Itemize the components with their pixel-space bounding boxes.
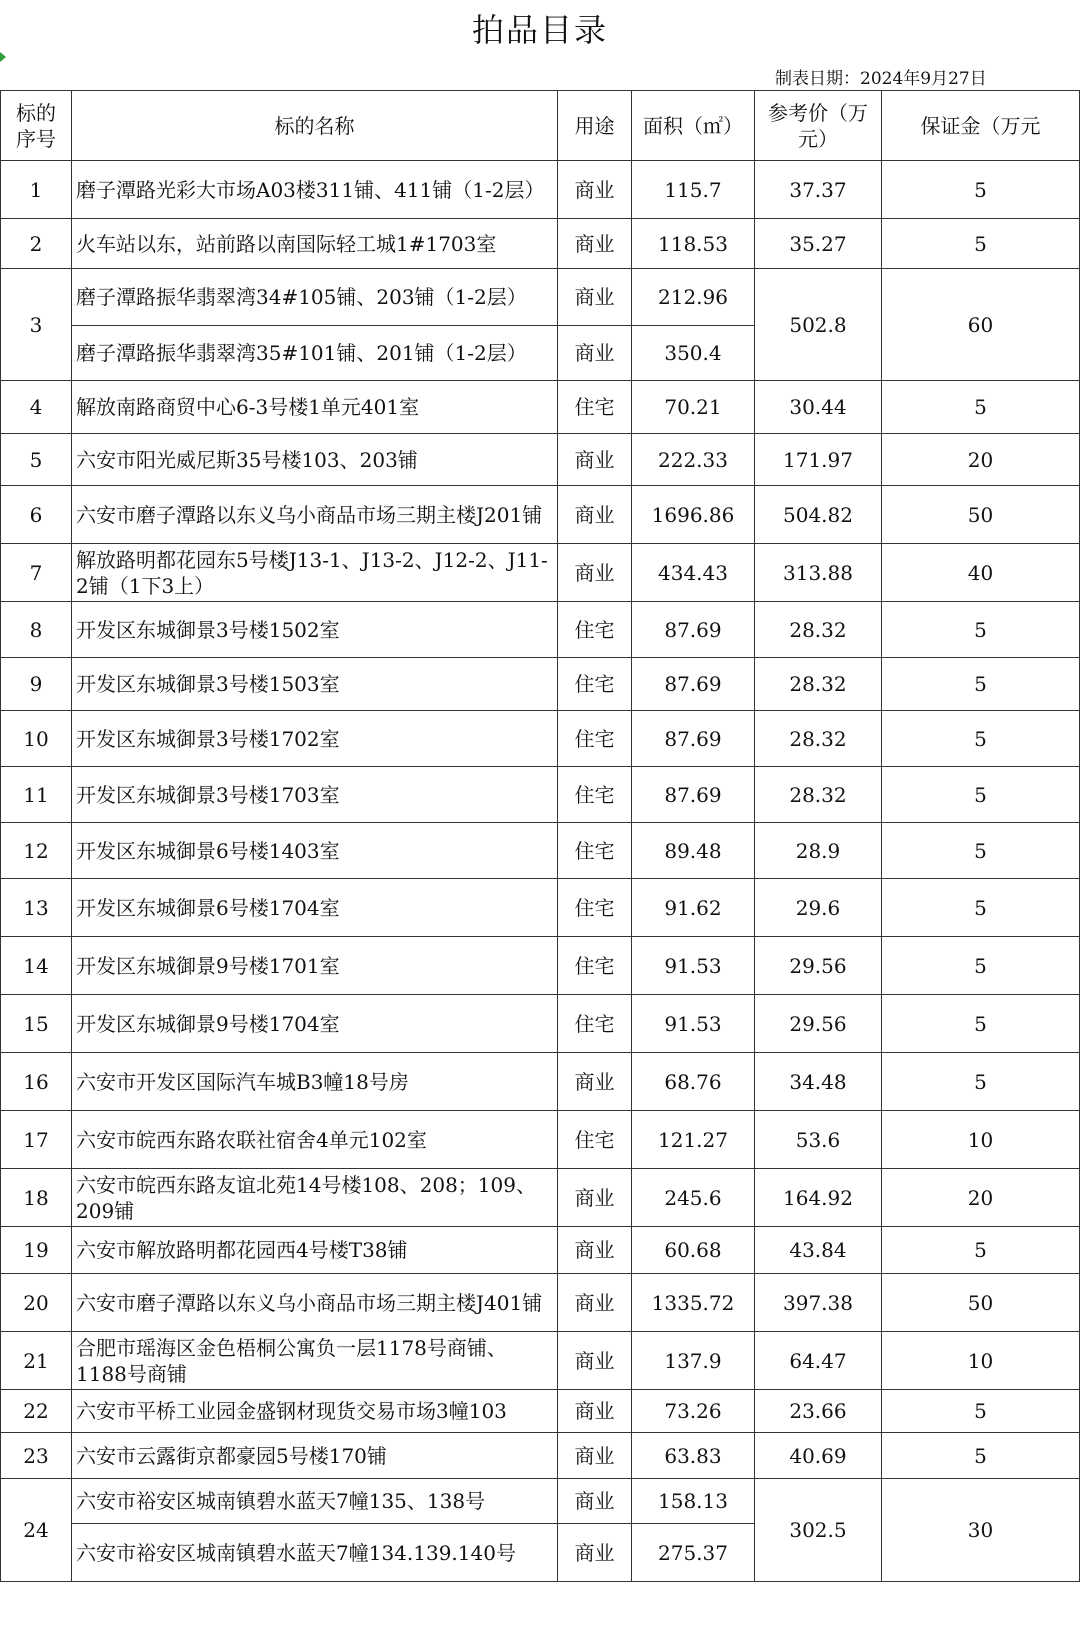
lot-name: 磨子潭路振华翡翠湾35#101铺、201铺（1-2层）	[72, 326, 558, 381]
lot-number: 11	[1, 767, 72, 823]
lot-use: 住宅	[558, 381, 632, 434]
lot-number: 19	[1, 1227, 72, 1274]
lot-area: 91.62	[632, 879, 755, 937]
lot-name: 六安市开发区国际汽车城B3幢18号房	[72, 1053, 558, 1111]
table-row	[1, 879, 1080, 937]
lot-price: 502.8	[755, 269, 882, 381]
lot-area: 87.69	[632, 658, 755, 711]
header-seq-line: 序号	[16, 126, 56, 151]
lot-number: 18	[1, 1169, 72, 1227]
lot-deposit: 5	[882, 1053, 1080, 1111]
lot-name: 开发区东城御景9号楼1701室	[72, 937, 558, 995]
lot-number: 23	[1, 1433, 72, 1479]
header-price-line: 元）	[798, 126, 838, 151]
lot-number: 20	[1, 1274, 72, 1332]
lot-area: 73.26	[632, 1390, 755, 1433]
lot-number: 13	[1, 879, 72, 937]
lot-name: 六安市皖西东路农联社宿舍4单元102室	[72, 1111, 558, 1169]
lot-area: 137.9	[632, 1332, 755, 1390]
table-row	[1, 711, 1080, 767]
lot-price: 35.27	[755, 219, 882, 269]
lot-area: 87.69	[632, 767, 755, 823]
lot-price: 28.32	[755, 767, 882, 823]
lot-number: 14	[1, 937, 72, 995]
lot-deposit: 5	[882, 1390, 1080, 1433]
lot-area: 87.69	[632, 602, 755, 658]
lot-price: 37.37	[755, 161, 882, 219]
lot-deposit: 5	[882, 1227, 1080, 1274]
table-row	[1, 937, 1080, 995]
lot-name: 六安市解放路明都花园西4号楼T38铺	[72, 1227, 558, 1274]
lot-deposit: 5	[882, 381, 1080, 434]
lot-price: 504.82	[755, 486, 882, 544]
header-name: 标的名称	[72, 91, 558, 161]
lot-name: 六安市磨子潭路以东义乌小商品市场三期主楼J401铺	[72, 1274, 558, 1332]
table-row	[1, 269, 1080, 326]
header-seq-line: 标的	[16, 100, 56, 125]
lot-name: 开发区东城御景6号楼1704室	[72, 879, 558, 937]
lot-deposit: 5	[882, 937, 1080, 995]
lot-name: 磨子潭路振华翡翠湾34#105铺、203铺（1-2层）	[72, 269, 558, 326]
lot-area: 89.48	[632, 823, 755, 879]
lot-deposit: 10	[882, 1332, 1080, 1390]
lot-price: 302.5	[755, 1479, 882, 1582]
lot-price: 28.32	[755, 711, 882, 767]
lot-number: 6	[1, 486, 72, 544]
lot-price: 28.9	[755, 823, 882, 879]
lot-deposit: 10	[882, 1111, 1080, 1169]
lot-use: 商业	[558, 1479, 632, 1524]
lot-name: 六安市阳光威尼斯35号楼103、203铺	[72, 434, 558, 486]
lot-number: 21	[1, 1332, 72, 1390]
lot-number: 4	[1, 381, 72, 434]
lot-deposit: 5	[882, 767, 1080, 823]
lot-number: 24	[1, 1479, 72, 1582]
lot-price: 28.32	[755, 658, 882, 711]
lot-name: 六安市裕安区城南镇碧水蓝天7幢135、138号	[72, 1479, 558, 1524]
header-price	[755, 91, 882, 161]
lot-deposit: 40	[882, 544, 1080, 602]
table-row	[1, 658, 1080, 711]
table-row	[1, 767, 1080, 823]
lot-deposit: 5	[882, 658, 1080, 711]
lot-name: 六安市云露街京都豪园5号楼170铺	[72, 1433, 558, 1479]
lot-deposit: 20	[882, 434, 1080, 486]
table-row	[1, 161, 1080, 219]
lot-deposit: 5	[882, 879, 1080, 937]
lot-name: 六安市皖西东路友谊北苑14号楼108、208；109、209铺	[72, 1169, 558, 1227]
lot-use: 商业	[558, 161, 632, 219]
lot-use: 住宅	[558, 937, 632, 995]
lot-price: 313.88	[755, 544, 882, 602]
lot-use: 商业	[558, 1433, 632, 1479]
lot-area: 70.21	[632, 381, 755, 434]
lot-number: 9	[1, 658, 72, 711]
lot-deposit: 20	[882, 1169, 1080, 1227]
lot-name: 火车站以东，站前路以南国际轻工城1#1703室	[72, 219, 558, 269]
lot-number: 5	[1, 434, 72, 486]
table-row	[1, 381, 1080, 434]
lot-price: 34.48	[755, 1053, 882, 1111]
lot-use: 商业	[558, 434, 632, 486]
table-row	[1, 1227, 1080, 1274]
lot-number: 8	[1, 602, 72, 658]
lot-price: 64.47	[755, 1332, 882, 1390]
lot-use: 住宅	[558, 602, 632, 658]
lot-price: 29.56	[755, 995, 882, 1053]
lot-price: 29.56	[755, 937, 882, 995]
lot-area: 1696.86	[632, 486, 755, 544]
table-row	[1, 995, 1080, 1053]
lot-use: 商业	[558, 219, 632, 269]
lot-area: 60.68	[632, 1227, 755, 1274]
lot-use: 住宅	[558, 767, 632, 823]
lot-deposit: 5	[882, 1433, 1080, 1479]
lot-use: 商业	[558, 486, 632, 544]
lot-number: 3	[1, 269, 72, 381]
lot-price: 30.44	[755, 381, 882, 434]
table-row	[1, 1433, 1080, 1479]
lot-area: 121.27	[632, 1111, 755, 1169]
lot-area: 91.53	[632, 937, 755, 995]
lot-name: 解放路明都花园东5号楼J13-1、J13-2、J12-2、J11-2铺（1下3上）	[72, 544, 558, 602]
lot-name: 开发区东城御景3号楼1702室	[72, 711, 558, 767]
table-row	[1, 486, 1080, 544]
lot-price: 397.38	[755, 1274, 882, 1332]
lot-use: 商业	[558, 1274, 632, 1332]
lot-area: 212.96	[632, 269, 755, 326]
lot-area: 68.76	[632, 1053, 755, 1111]
table-row	[1, 823, 1080, 879]
table-row	[1, 1479, 1080, 1524]
lot-use: 商业	[558, 1524, 632, 1582]
header-row	[1, 91, 1080, 161]
lot-area: 158.13	[632, 1479, 755, 1524]
table-row	[1, 544, 1080, 602]
lot-use: 商业	[558, 269, 632, 326]
lot-area: 118.53	[632, 219, 755, 269]
lot-price: 43.84	[755, 1227, 882, 1274]
lot-price: 28.32	[755, 602, 882, 658]
table-row	[1, 1111, 1080, 1169]
header-area: 面积（㎡）	[632, 91, 755, 161]
lot-use: 住宅	[558, 995, 632, 1053]
header-price-line: 参考价（万	[768, 100, 868, 125]
lot-use: 商业	[558, 1169, 632, 1227]
lot-number: 15	[1, 995, 72, 1053]
lot-deposit: 5	[882, 995, 1080, 1053]
lot-use: 商业	[558, 326, 632, 381]
lot-deposit: 50	[882, 486, 1080, 544]
table-row	[1, 1390, 1080, 1433]
lot-area: 245.6	[632, 1169, 755, 1227]
table-row	[1, 1274, 1080, 1332]
lot-number: 22	[1, 1390, 72, 1433]
lot-price: 171.97	[755, 434, 882, 486]
lot-price: 164.92	[755, 1169, 882, 1227]
lot-deposit: 30	[882, 1479, 1080, 1582]
lot-use: 住宅	[558, 823, 632, 879]
lot-use: 商业	[558, 544, 632, 602]
lot-area: 350.4	[632, 326, 755, 381]
lot-area: 434.43	[632, 544, 755, 602]
page-title: 拍品目录	[471, 11, 608, 49]
date-line	[0, 56, 1080, 90]
lot-price: 23.66	[755, 1390, 882, 1433]
lot-use: 住宅	[558, 1111, 632, 1169]
lot-area: 1335.72	[632, 1274, 755, 1332]
lot-name: 六安市平桥工业园金盛钢材现货交易市场3幢103	[72, 1390, 558, 1433]
lot-price: 29.6	[755, 879, 882, 937]
table-row	[1, 1053, 1080, 1111]
lot-use: 住宅	[558, 711, 632, 767]
lot-number: 17	[1, 1111, 72, 1169]
lot-use: 商业	[558, 1332, 632, 1390]
header-seq	[1, 91, 72, 161]
lot-deposit: 5	[882, 711, 1080, 767]
lot-deposit: 5	[882, 219, 1080, 269]
lot-name: 合肥市瑶海区金色梧桐公寓负一层1178号商铺、1188号商铺	[72, 1332, 558, 1390]
table-row	[1, 1332, 1080, 1390]
header-use: 用途	[558, 91, 632, 161]
lot-deposit: 5	[882, 161, 1080, 219]
table-row	[1, 602, 1080, 658]
lot-use: 商业	[558, 1227, 632, 1274]
lot-number: 10	[1, 711, 72, 767]
lot-area: 115.7	[632, 161, 755, 219]
lot-use: 住宅	[558, 879, 632, 937]
table-row	[1, 1169, 1080, 1227]
lot-number: 2	[1, 219, 72, 269]
lot-name: 解放南路商贸中心6-3号楼1单元401室	[72, 381, 558, 434]
lot-deposit: 5	[882, 602, 1080, 658]
lot-use: 商业	[558, 1053, 632, 1111]
lot-area: 87.69	[632, 711, 755, 767]
lot-name: 开发区东城御景3号楼1502室	[72, 602, 558, 658]
lot-price: 40.69	[755, 1433, 882, 1479]
lot-name: 六安市裕安区城南镇碧水蓝天7幢134.139.140号	[72, 1524, 558, 1582]
lot-name: 磨子潭路光彩大市场A03楼311铺、411铺（1-2层）	[72, 161, 558, 219]
table-row	[1, 219, 1080, 269]
lot-name: 开发区东城御景3号楼1503室	[72, 658, 558, 711]
table-date: 制表日期：2024年9月27日	[775, 69, 987, 89]
lot-price: 53.6	[755, 1111, 882, 1169]
header-deposit: 保证金（万元	[882, 91, 1080, 161]
table-row	[1, 434, 1080, 486]
lot-number: 16	[1, 1053, 72, 1111]
lot-number: 1	[1, 161, 72, 219]
auction-catalog-table	[0, 90, 1080, 1582]
lot-deposit: 60	[882, 269, 1080, 381]
lot-name: 六安市磨子潭路以东义乌小商品市场三期主楼J201铺	[72, 486, 558, 544]
lot-area: 91.53	[632, 995, 755, 1053]
lot-number: 7	[1, 544, 72, 602]
lot-area: 63.83	[632, 1433, 755, 1479]
lot-use: 住宅	[558, 658, 632, 711]
lot-area: 222.33	[632, 434, 755, 486]
lot-use: 商业	[558, 1390, 632, 1433]
lot-number: 12	[1, 823, 72, 879]
lot-area: 275.37	[632, 1524, 755, 1582]
lot-deposit: 50	[882, 1274, 1080, 1332]
lot-name: 开发区东城御景3号楼1703室	[72, 767, 558, 823]
lot-deposit: 5	[882, 823, 1080, 879]
lot-name: 开发区东城御景6号楼1403室	[72, 823, 558, 879]
lot-name: 开发区东城御景9号楼1704室	[72, 995, 558, 1053]
